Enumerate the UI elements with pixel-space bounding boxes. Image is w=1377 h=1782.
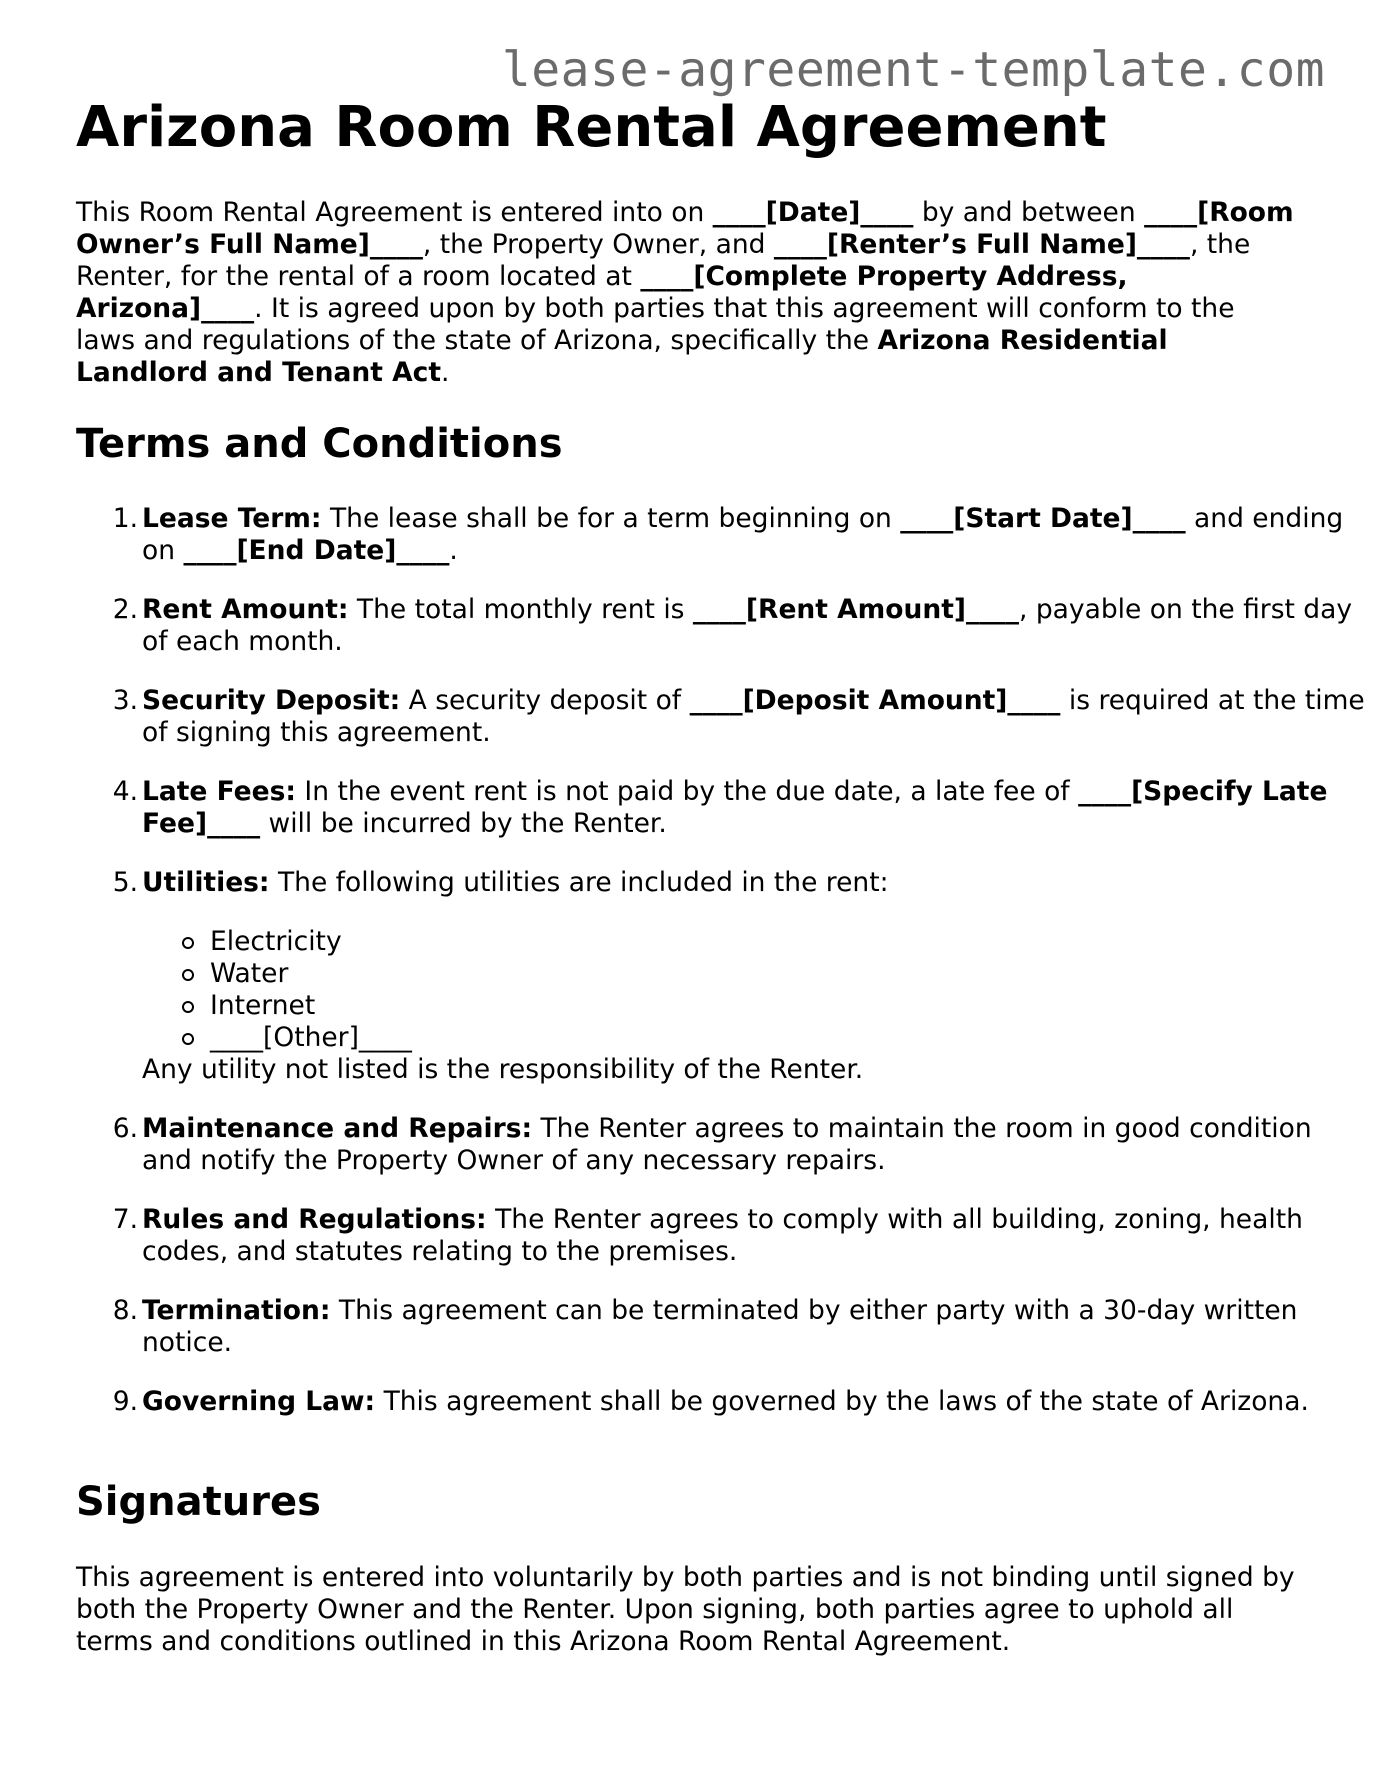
property-address-field: ____[Complete Property Address, Arizona]____ [76,261,1128,324]
signatures-heading: Signatures [76,1479,321,1525]
utilities-list [142,926,1367,1054]
utility-item: ____[Other]____ [210,1022,1367,1054]
term-item-termination: 8. Termination: This agreement can be terminated by either party with a 30-day written notice. [112,1295,1298,1358]
circle-bullet-icon [182,937,194,949]
circle-bullet-icon [182,969,194,981]
act-name: Arizona Residential Landlord and Tenant Act [76,325,1168,388]
terms-heading: Terms and Conditions [76,421,563,467]
circle-bullet-icon [182,1033,194,1045]
document-title: Arizona Room Rental Agreement [76,95,1107,160]
term-item-rules: 7. Rules and Regulations: The Renter agrees to comply with all building, zoning, health codes, and statutes relating to the premises. [112,1204,1303,1267]
term-item-security-deposit: 3. Security Deposit: A security deposit of ____[Deposit Amount]____ is required at the time of signing this agreement. [112,685,1365,748]
site-watermark: lease-agreement-template.com [501,42,1325,98]
closing-paragraph: This agreement is entered into voluntarily by both parties and is not binding until signed by both the Property Owner and the Renter. Upon signing, both parties agree to uphold all terms and conditions outlined in this Arizona Room Rental Agreement. [76,1562,1295,1657]
circle-bullet-icon [182,1001,194,1013]
term-item-maintenance: 6. Maintenance and Repairs: The Renter agrees to maintain the room in good condition and notify the Property Owner of any necessary repairs. [112,1113,1312,1176]
utility-item: Electricity [210,926,1367,958]
intro-paragraph: This Room Rental Agreement is entered into on ____[Date]____ by and between ____[Room Owner’s Full Name]____, the Property Owner, and ____[Renter’s Full Name]____, the Renter, for the rental of a room located at ____[Complete Property Address, Arizona]____. It is agreed upon by both parties that this agreement will conform to the laws and regulations of the state of Arizona, specifically the Arizona Residential Landlord and Tenant Act. [76,197,1294,388]
term-item-late-fees: 4. Late Fees: In the event rent is not paid by the due date, a late fee of ____[Specify Late Fee]____ will be incurred by the Renter. [112,776,1328,839]
utility-item: Internet [210,990,1367,1022]
renter-name-field: ____[Renter’s Full Name]____ [773,229,1190,260]
term-item-utilities: 5. Utilities: The following utilities are included in the rent: Electricity Water Internet ____[Other]____ Any utility not listed is the responsibility of the Renter. [142,867,1367,1086]
date-field: ____[Date]____ [712,197,914,228]
term-item-lease-term: 1. Lease Term: The lease shall be for a term beginning on ____[Start Date]____ and ending on ____[End Date]____. [112,503,1344,566]
utility-item: Water [210,958,1367,990]
owner-name-field: ____[Room Owner’s Full Name]____ [76,197,1294,260]
utilities-note: Any utility not listed is the responsibility of the Renter. [142,1054,864,1085]
term-item-rent-amount: 2. Rent Amount: The total monthly rent is ____[Rent Amount]____, payable on the first day of each month. [112,594,1353,657]
terms-list [76,503,1367,1445]
term-item-governing-law: 9. Governing Law: This agreement shall be governed by the laws of the state of Arizona. [112,1386,1309,1417]
